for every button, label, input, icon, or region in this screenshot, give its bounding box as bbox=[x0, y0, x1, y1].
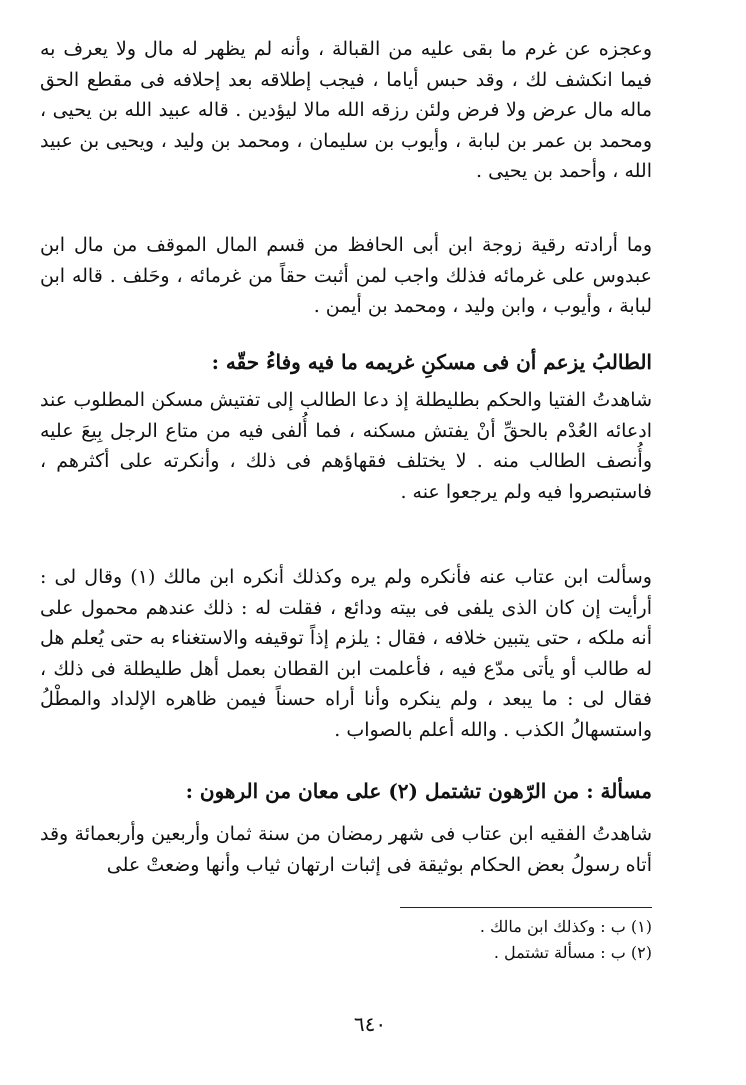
paragraph-3 bbox=[40, 385, 652, 507]
paragraph-5-text: شاهدتُ الفقيه ابن عتاب فى شهر رمضان من سنة ثمان وأربعين وأربعمائة وقد أتاه رسولُ بعض الحكام بوثيقة فى إثبات ارتهان ثياب وأنها وضعتْ على bbox=[40, 823, 652, 876]
paragraph-5 bbox=[40, 819, 652, 880]
section-heading-2: مسألة : من الرّهون تشتمل (٢) على معان من الرهون : bbox=[185, 779, 652, 803]
section-heading-1: الطالبُ يزعم أن فى مسكنِ غريمه ما فيه وفاءُ حقّه : bbox=[211, 350, 652, 374]
paragraph-4 bbox=[40, 562, 652, 745]
paragraph-2 bbox=[40, 230, 652, 322]
paragraph-1-text: وعجزه عن غرم ما بقى عليه من القبالة ، وأنه لم يظهر له مال ولا يعرف به فيما انكشف لك ، وقد حبس أياما ، فيجب إطلاقه بعد إحلافه فى مقطع الحق ماله مال عرض ولا فرض ولئن رزقه الله مالا ليؤدين . قاله عبيد الله بن يحيى ، ومحمد بن عمر بن لبابة ، وأيوب بن سليمان ، ومحمد بن وليد ، ويحيى بن عبيد الله ، وأحمد بن يحيى . bbox=[40, 38, 652, 182]
paragraph-4-text: وسألت ابن عتاب عنه فأنكره ولم يره وكذلك أنكره ابن مالك (١) وقال لى : أرأيت إن كان الذى يلفى فى بيته ودائع ، فقلت له : ذلك عندهم محمول على أنه ملكه ، حتى يتبين خلافه ، فقال : يلزم إذاً توقيفه والاستغناء به حتى يُعلم هل له طالب أو يأتى مدّع فيه ، فأعلمت ابن القطان بعمل أهل طليطلة فى ذلك ، فقال لى : ما يبعد ، ولم ينكره وأنا أراه حسناً فيمن ظاهره الإلداد والمطْلُ واستسهالُ الكذب . والله أعلم بالصواب . bbox=[40, 566, 652, 741]
footnote-divider bbox=[400, 907, 652, 908]
paragraph-3-text: شاهدتُ الفتيا والحكم بطليطلة إذ دعا الطالب إلى تفتيش مسكن المطلوب عند ادعائه العُدْم بالحقِّ أنْ يفتش مسكنه ، فما أُلفى فيه من متاع الرجل بِيعَ عليه وأُنصف الطالب منه . لا يختلف فقهاؤهم فى ذلك ، وأنكرته على أكثرهم ، فاستبصروا فيه ولم يرجعوا عنه . bbox=[40, 389, 652, 503]
paragraph-2-text: وما أرادته رقية زوجة ابن أبى الحافظ من قسم المال الموقف من مال ابن عبدوس على غرمائه فذلك واجب لمن أثبت حقاً من غرمائه ، وحَلف . قاله ابن لبابة ، وأيوب ، وابن وليد ، ومحمد بن أيمن . bbox=[40, 234, 652, 317]
footnote-1: (١) ب : وكذلك ابن مالك . bbox=[479, 917, 652, 936]
paragraph-1 bbox=[40, 34, 652, 187]
footnotes bbox=[300, 914, 652, 966]
page-number: ٦٤٠ bbox=[353, 1012, 387, 1036]
footnote-2: (٢) ب : مسألة تشتمل . bbox=[493, 943, 652, 962]
